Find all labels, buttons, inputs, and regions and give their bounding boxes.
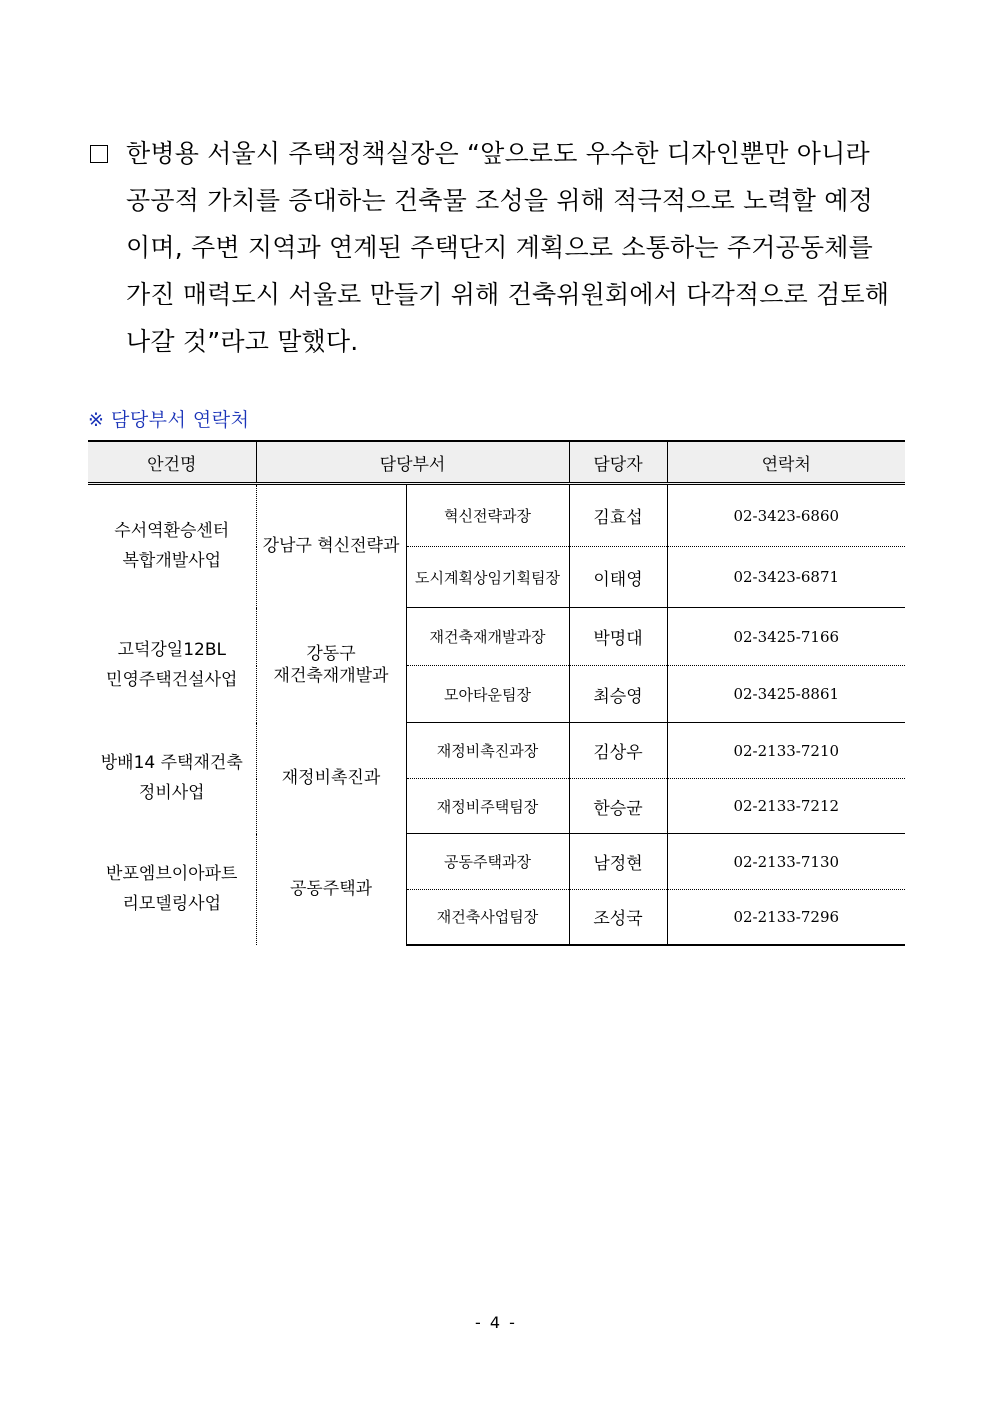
person-cell: 김상우 [569,723,667,779]
phone-cell: 02-2133-7130 [667,834,905,890]
team-cell: 재건축재개발과장 [406,608,569,666]
department-cell [256,723,406,834]
page-number: - 4 - [475,1313,517,1332]
project-name-line: 방배14 주택재건축 [100,753,243,773]
team-cell: 도시계획상임기획팀장 [406,547,569,608]
phone-cell: 02-3425-7166 [667,608,905,666]
contact-heading: ※ 담당부서 연락처 [88,409,250,431]
department-line: 강동구 [306,644,356,664]
team-cell: 모아타운팀장 [406,666,569,723]
department-line: 강남구 혁신전략과 [262,536,400,557]
paragraph-line: 나갈 것”라고 말했다. [126,327,359,356]
department-cell [256,608,406,723]
header-department: 담당부서 [256,441,569,484]
department-line: 공동주택과 [289,879,373,899]
department-cell [256,484,406,608]
project-cell [88,834,256,945]
project-name-line: 고덕강일12BL [117,640,226,660]
project-name-line: 복합개발사업 [122,551,222,572]
project-name-line: 정비사업 [138,783,205,803]
table-row [88,484,905,547]
person-cell: 이태영 [569,547,667,608]
table-row [88,608,905,666]
person-cell: 한승균 [569,779,667,834]
phone-cell: 02-2133-7296 [667,890,905,945]
team-cell: 혁신전략과장 [406,484,569,547]
table-row [88,723,905,779]
header-person: 담당자 [569,441,667,484]
checkbox-icon [90,145,108,163]
phone-cell: 02-3423-6871 [667,547,905,608]
paragraph-line: 한병용 서울시 주택정책실장은 “앞으로도 우수한 디자인뿐만 아니라 [126,139,870,168]
project-cell [88,608,256,723]
project-name-line: 수서역환승센터 [114,521,230,542]
phone-cell: 02-3425-8861 [667,666,905,723]
department-line: 재건축재개발과 [273,666,389,686]
person-cell: 남정현 [569,834,667,890]
paragraph-line: 이며, 주변 지역과 연계된 주택단지 계획으로 소통하는 주거공동체를 [126,233,873,262]
project-name-line: 민영주택건설사업 [106,670,238,690]
team-cell: 재정비촉진과장 [406,723,569,779]
paragraph-line: 가진 매력도시 서울로 만들기 위해 건축위원회에서 다각적으로 검토해 [126,280,890,309]
contact-table [88,440,905,946]
department-line: 재정비촉진과 [281,768,381,788]
phone-cell: 02-2133-7210 [667,723,905,779]
project-cell [88,484,256,608]
team-cell: 재정비주택팀장 [406,779,569,834]
person-cell: 박명대 [569,608,667,666]
person-cell: 최승영 [569,666,667,723]
header-project: 안건명 [88,441,256,484]
person-cell: 조성국 [569,890,667,945]
project-name-line: 반포엠브이아파트 [106,864,238,884]
table-row [88,834,905,890]
person-cell: 김효섭 [569,484,667,547]
paragraph-line: 공공적 가치를 증대하는 건축물 조성을 위해 적극적으로 노력할 예정 [126,186,873,215]
department-cell [256,834,406,945]
project-cell [88,723,256,834]
header-phone: 연락처 [667,441,905,484]
phone-cell: 02-3423-6860 [667,484,905,547]
team-cell: 재건축사업팀장 [406,890,569,945]
phone-cell: 02-2133-7212 [667,779,905,834]
project-name-line: 리모델링사업 [122,894,222,914]
team-cell: 공동주택과장 [406,834,569,890]
table-header-row [88,441,905,484]
